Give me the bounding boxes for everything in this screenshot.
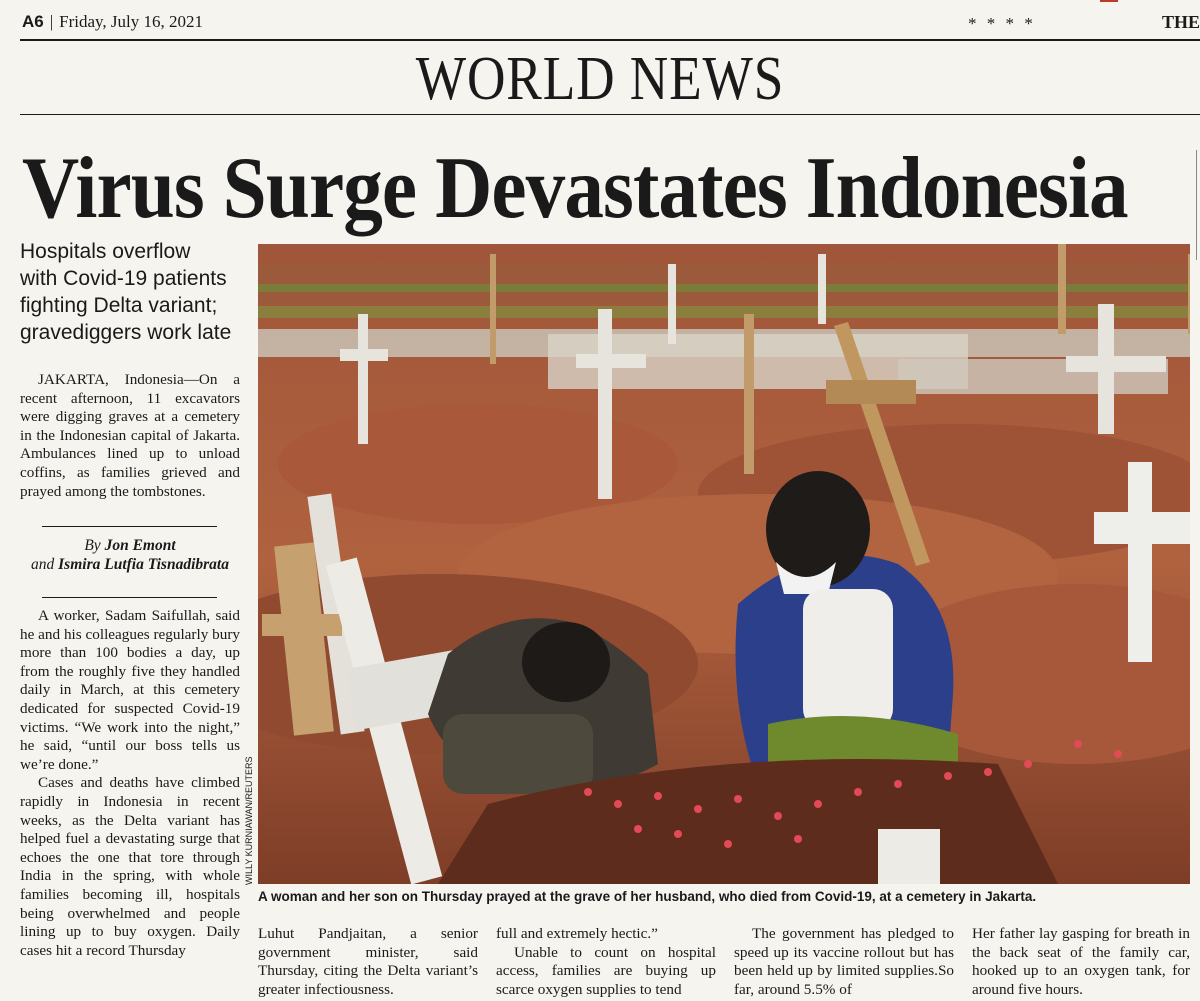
byline-and: and xyxy=(31,555,55,573)
body-paragraph: Unable to count on hospital access, families are buying up scarce oxygen supplies to tend xyxy=(496,943,716,998)
column-3 xyxy=(496,925,716,999)
edition-stars: * * * * xyxy=(968,14,1036,33)
photo-credit-text: WILLY KURNIAWAN/REUTERS xyxy=(244,756,254,885)
byline-by: By xyxy=(84,537,101,554)
photo-illustration xyxy=(258,244,1190,884)
masthead-fragment: THE xyxy=(1162,12,1200,32)
body-paragraph: Luhut Pandjaitan, a senior government minister, said Thursday, citing the Delta variant’s greater infectiousness. xyxy=(258,925,478,998)
photo-caption: A woman and her son on Thursday prayed at the grave of her husband, who died from Covid-19, at a cemetery in Jakarta. xyxy=(258,889,1037,904)
headline: Virus Surge Devastates Indonesia xyxy=(22,140,1128,237)
deck xyxy=(20,238,252,346)
deck-line: fighting Delta variant; xyxy=(20,294,218,317)
column-rule xyxy=(1196,150,1197,260)
deck-line: gravediggers work late xyxy=(20,321,232,344)
deck-line: with Covid-19 patients xyxy=(20,267,227,290)
lead-paragraph xyxy=(20,371,240,501)
byline-rule-top xyxy=(42,526,217,527)
column-2 xyxy=(258,925,478,999)
section-title: WORLD NEWS xyxy=(415,45,785,113)
folio xyxy=(22,12,203,32)
byline-rule-bottom xyxy=(42,597,217,598)
lead-text: JAKARTA, Indonesia—On a recent afternoon, 11 excavators were digging graves at a cemetery in the Indonesian capital of Jakarta. Ambulances lined up to unload coffins, as families grieved and prayed among the tombstones. xyxy=(20,371,240,500)
column-5 xyxy=(972,925,1190,999)
photo-credit xyxy=(244,745,256,885)
byline-author: Jon Emont xyxy=(104,537,176,554)
byline xyxy=(20,537,240,574)
section-rule xyxy=(20,114,1200,115)
cemetery-photo xyxy=(258,244,1190,884)
body-paragraph: A worker, Sadam Saifullah, said he and his colleagues regularly bury more than 100 bodies a day, up from the roughly five they handled daily in March, at this cemetery dedicated for suspected Covid-19 victims. “We work into the night,” he said, “until our boss tells us we’re done.” xyxy=(20,607,240,773)
body-paragraph: Cases and deaths have climbed rapidly in Indonesia in recent weeks, as the Delta variant has helped fuel a devastating surge that echoes the one that tore through India in the spring, with whole families becoming ill, hospitals being overwhelmed and people lining up to buy oxygen. Daily cases hit a record Thursday xyxy=(20,774,240,959)
red-mark xyxy=(1100,0,1118,2)
body-paragraph: full and extremely hectic.” xyxy=(496,925,658,942)
deck-line: Hospitals overflow xyxy=(20,240,191,263)
body-paragraph: The government has pledged to speed up its vaccine rollout but has been held up by limited supplies.So far, around 5.5% of xyxy=(734,925,954,998)
byline-author: Ismira Lutfia Tisnadibrata xyxy=(58,555,229,573)
column-1-body xyxy=(20,607,240,960)
page-number: A6 xyxy=(22,12,44,31)
top-rule xyxy=(20,39,1200,41)
issue-date: Friday, July 16, 2021 xyxy=(59,12,204,31)
folio-separator: | xyxy=(49,12,54,31)
body-paragraph: Her father lay gasping for breath in the back seat of the family car, hooked up to an oxygen tank, for around five hours. xyxy=(972,925,1190,998)
column-4 xyxy=(734,925,954,999)
